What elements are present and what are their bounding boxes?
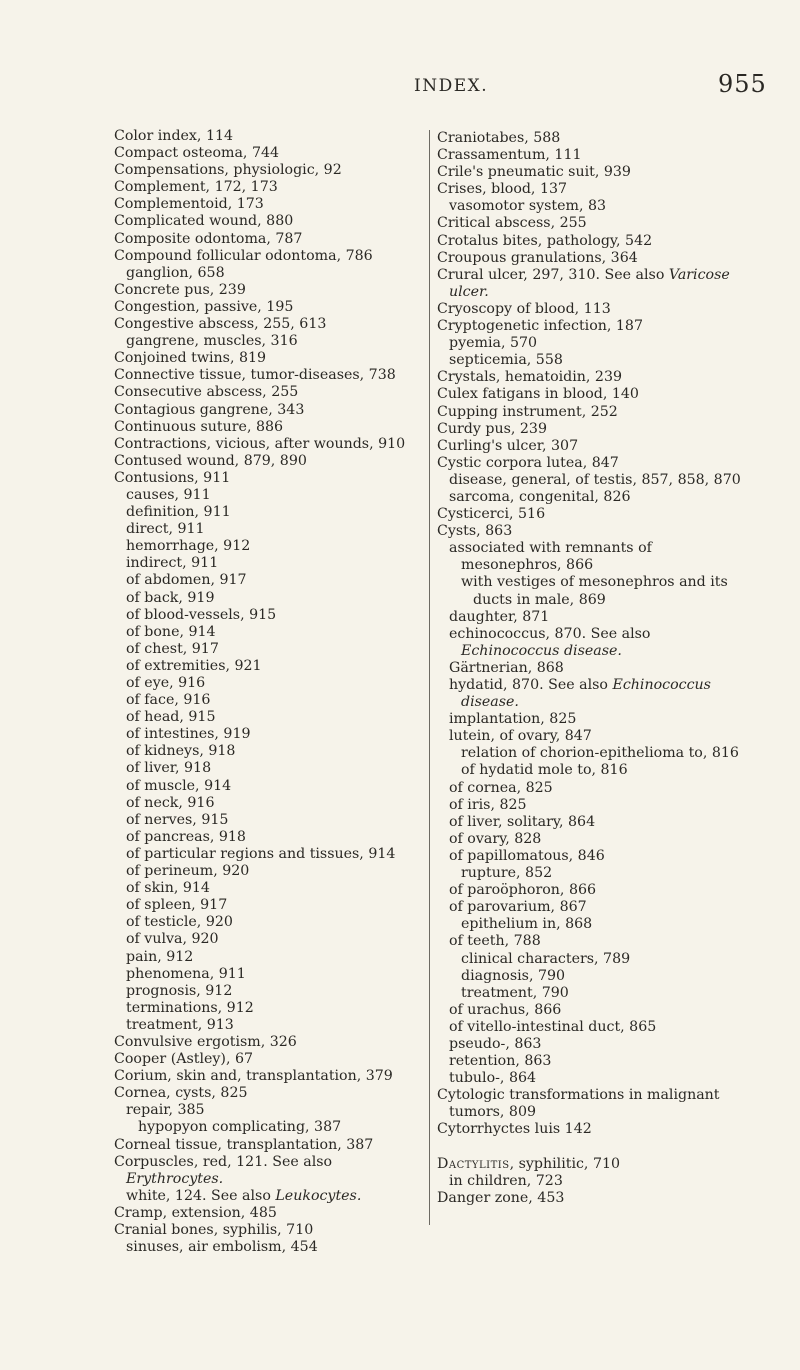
entry-text: repair, 385 bbox=[126, 1102, 205, 1119]
entry-text: Craniotabes, 588 bbox=[437, 130, 561, 146]
entry-text: Croupous granulations, 364 bbox=[437, 249, 638, 266]
index-subentry bbox=[437, 609, 749, 626]
index-subentry bbox=[437, 728, 749, 745]
index-entry bbox=[114, 128, 414, 145]
entry-text: of head, 915 bbox=[126, 709, 216, 726]
index-entry bbox=[437, 267, 749, 301]
entry-text: Cranial bones, syphilis, 710 bbox=[114, 1222, 314, 1238]
entry-text: of face, 916 bbox=[126, 692, 211, 709]
entry-text: Complicated wound, 880 bbox=[114, 213, 294, 230]
index-subentry bbox=[114, 812, 414, 829]
entry-text: of abdomen, 917 bbox=[126, 572, 247, 589]
entry-text: definition, 911 bbox=[126, 504, 231, 521]
entry-text: echinococcus, 870. See also bbox=[449, 625, 651, 642]
index-entry bbox=[114, 145, 414, 162]
index-subentry bbox=[437, 198, 749, 215]
index-subentry bbox=[437, 540, 749, 574]
index-entry bbox=[437, 318, 749, 335]
entry-text: of liver, solitary, 864 bbox=[449, 813, 596, 830]
entry-text: Consecutive abscess, 255 bbox=[114, 384, 299, 401]
index-subentry bbox=[114, 572, 414, 589]
index-subentry bbox=[437, 882, 749, 899]
index-entry bbox=[114, 179, 414, 196]
index-subentry bbox=[437, 1173, 749, 1190]
entry-text: of cornea, 825 bbox=[449, 779, 553, 796]
index-subentry bbox=[437, 489, 749, 506]
entry-text: Cramp, extension, 485 bbox=[114, 1204, 277, 1221]
index-subentry bbox=[437, 1002, 749, 1019]
entry-text: Cytologic transformations in malignant tumors, 809 bbox=[437, 1087, 720, 1121]
entry-text: of iris, 825 bbox=[449, 796, 527, 813]
entry-text: Cooper (Astley), 67 bbox=[114, 1051, 254, 1068]
index-subentry bbox=[114, 795, 414, 812]
entry-text: Congestive abscess, 255, 613 bbox=[114, 316, 327, 333]
index-subentry bbox=[114, 863, 414, 880]
entry-text: hypopyon complicating, 387 bbox=[138, 1119, 342, 1136]
entry-text: terminations, 912 bbox=[126, 999, 254, 1016]
entry-text: direct, 911 bbox=[126, 521, 205, 538]
entry-text: Corneal tissue, transplantation, 387 bbox=[114, 1136, 374, 1153]
entry-text: Curling's ulcer, 307 bbox=[437, 437, 579, 454]
entry-text: of chest, 917 bbox=[126, 640, 219, 657]
index-subentry bbox=[114, 949, 414, 966]
index-entry bbox=[437, 301, 749, 318]
entry-text: hemorrhage, 912 bbox=[126, 538, 251, 555]
index-entry bbox=[437, 438, 749, 455]
entry-text: Danger zone, 453 bbox=[437, 1189, 565, 1206]
index-entry bbox=[437, 215, 749, 232]
index-subentry bbox=[437, 762, 749, 779]
entry-text: Compact osteoma, 744 bbox=[114, 145, 280, 162]
entry-text: Gärtnerian, 868 bbox=[449, 659, 564, 676]
index-subentry bbox=[437, 660, 749, 677]
index-subentry bbox=[437, 985, 749, 1002]
entry-text: Contused wound, 879, 890 bbox=[114, 452, 307, 469]
entry-text: Cornea, cysts, 825 bbox=[114, 1085, 248, 1102]
entry-text: phenomena, 911 bbox=[126, 965, 246, 982]
index-subentry bbox=[114, 692, 414, 709]
entry-text: Concrete pus, 239 bbox=[114, 281, 246, 298]
index-entry bbox=[437, 250, 749, 267]
entry-text: of pancreas, 918 bbox=[126, 828, 246, 845]
entry-text: Complementoid, 173 bbox=[114, 196, 264, 213]
index-subentry bbox=[114, 555, 414, 572]
entry-text: Corium, skin and, transplantation, 379 bbox=[114, 1068, 393, 1085]
index-entry bbox=[114, 453, 414, 470]
entry-text: of parovarium, 867 bbox=[449, 899, 587, 916]
index-subentry bbox=[114, 487, 414, 504]
index-entry bbox=[437, 404, 749, 421]
entry-text: in children, 723 bbox=[449, 1172, 563, 1189]
index-subentry bbox=[437, 352, 749, 369]
index-subentry bbox=[437, 951, 749, 968]
entry-text: Crassamentum, 111 bbox=[437, 147, 582, 164]
index-entry bbox=[114, 316, 414, 333]
entry-text: Crile's pneumatic suit, 939 bbox=[437, 164, 631, 181]
entry-text: gangrene, muscles, 316 bbox=[126, 333, 298, 350]
entry-text: epithelium in, 868 bbox=[461, 916, 593, 933]
index-entry bbox=[437, 164, 749, 181]
entry-text: Crystals, hematoidin, 239 bbox=[437, 369, 623, 386]
index-subentry bbox=[114, 966, 414, 983]
entry-text: of hydatid mole to, 816 bbox=[461, 762, 628, 779]
index-subentry bbox=[437, 472, 749, 489]
entry-text: of bone, 914 bbox=[126, 623, 216, 640]
entry-text: with vestiges of mesonephros and its ducts in male, 869 bbox=[461, 574, 728, 608]
index-entry bbox=[114, 1085, 414, 1102]
index-subentry bbox=[114, 983, 414, 1000]
index-entry bbox=[437, 386, 749, 403]
index-subentry bbox=[437, 711, 749, 728]
page-header bbox=[0, 70, 800, 106]
entry-text: treatment, 913 bbox=[126, 1016, 234, 1033]
entry-text: Crises, blood, 137 bbox=[437, 181, 568, 198]
entry-text: Continuous suture, 886 bbox=[114, 418, 284, 435]
index-subentry bbox=[437, 865, 749, 882]
cross-reference: Echinococcus disease. bbox=[461, 677, 711, 711]
index-entry bbox=[114, 436, 414, 453]
index-entry bbox=[114, 213, 414, 230]
entry-text: Complement, 172, 173 bbox=[114, 179, 278, 196]
entry-text: of urachus, 866 bbox=[449, 1001, 562, 1018]
index-subentry bbox=[114, 658, 414, 675]
entry-text: Crural ulcer, 297, 310. See also bbox=[437, 266, 669, 283]
entry-text: rupture, 852 bbox=[461, 865, 553, 882]
index-entry bbox=[437, 421, 749, 438]
cross-reference: Leukocytes. bbox=[275, 1187, 362, 1204]
running-title: INDEX. bbox=[414, 76, 489, 96]
entry-text: diagnosis, 790 bbox=[461, 967, 566, 984]
index-subentry bbox=[114, 641, 414, 658]
index-subentry bbox=[437, 745, 749, 762]
entry-text: lutein, of ovary, 847 bbox=[449, 728, 592, 745]
entry-text: of particular regions and tissues, 914 bbox=[126, 845, 396, 862]
index-entry bbox=[437, 455, 749, 472]
index-subentry bbox=[114, 743, 414, 760]
entry-text: tubulo-, 864 bbox=[449, 1070, 537, 1087]
index-entry bbox=[437, 1190, 749, 1207]
entry-text: of liver, 918 bbox=[126, 760, 212, 777]
entry-text: Cryptogenetic infection, 187 bbox=[437, 318, 643, 335]
entry-text: of teeth, 788 bbox=[449, 933, 541, 950]
index-entry bbox=[437, 147, 749, 164]
entry-text: of testicle, 920 bbox=[126, 914, 233, 931]
entry-text: Cysts, 863 bbox=[437, 523, 513, 540]
index-entry bbox=[437, 181, 749, 198]
index-subentry bbox=[114, 760, 414, 777]
entry-text: Composite odontoma, 787 bbox=[114, 230, 303, 247]
index-subentry bbox=[114, 1239, 414, 1256]
index-entry bbox=[437, 369, 749, 386]
index-entry bbox=[437, 1156, 749, 1173]
entry-text: Critical abscess, 255 bbox=[437, 215, 587, 232]
entry-text: of kidneys, 918 bbox=[126, 743, 236, 760]
entry-text: Cysticerci, 516 bbox=[437, 506, 546, 523]
entry-text: Crotalus bites, pathology, 542 bbox=[437, 232, 653, 249]
entry-text: associated with remnants of mesonephros, 866 bbox=[449, 540, 652, 574]
entry-text: Contusions, 911 bbox=[114, 469, 231, 486]
index-entry bbox=[114, 162, 414, 179]
index-entry bbox=[114, 1068, 414, 1085]
entry-text: Contractions, vicious, after wounds, 910 bbox=[114, 435, 406, 452]
index-subentry bbox=[437, 797, 749, 814]
entry-text: relation of chorion-epithelioma to, 816 bbox=[461, 745, 739, 762]
entry-text: of neck, 916 bbox=[126, 794, 215, 811]
index-subentry bbox=[114, 265, 414, 282]
index-column-right bbox=[429, 130, 749, 1225]
entry-text: , syphilitic, 710 bbox=[509, 1155, 621, 1172]
entry-text: hydatid, 870. See also bbox=[449, 677, 613, 693]
entry-text: Connective tissue, tumor-diseases, 738 bbox=[114, 367, 396, 384]
entry-text: Curdy pus, 239 bbox=[437, 420, 547, 437]
entry-text: Compound follicular odontoma, 786 bbox=[114, 247, 373, 264]
entry-text: disease, general, of testis, 857, 858, 870 bbox=[449, 471, 741, 488]
entry-text: causes, 911 bbox=[126, 486, 211, 503]
index-entry bbox=[114, 1034, 414, 1051]
index-subentry bbox=[437, 916, 749, 933]
entry-text: Contagious gangrene, 343 bbox=[114, 401, 305, 418]
index-subentry bbox=[114, 829, 414, 846]
index-column-left bbox=[114, 128, 414, 1256]
index-subentry bbox=[114, 914, 414, 931]
index-entry bbox=[114, 231, 414, 248]
index-subentry bbox=[114, 1119, 414, 1136]
index-subentry bbox=[437, 335, 749, 352]
entry-text: of vitello-intestinal duct, 865 bbox=[449, 1018, 657, 1035]
entry-text: Cryoscopy of blood, 113 bbox=[437, 300, 611, 317]
entry-text: Color index, 114 bbox=[114, 128, 234, 144]
index-entry bbox=[114, 1154, 414, 1188]
index-entry bbox=[437, 1087, 749, 1121]
index-subentry bbox=[114, 726, 414, 743]
index-subentry bbox=[437, 626, 749, 660]
entry-text: septicemia, 558 bbox=[449, 352, 563, 369]
index-entry bbox=[114, 1222, 414, 1239]
entry-text: of back, 919 bbox=[126, 589, 215, 606]
index-entry bbox=[114, 367, 414, 384]
entry-text: retention, 863 bbox=[449, 1053, 552, 1070]
entry-text: sarcoma, congenital, 826 bbox=[449, 488, 631, 505]
entry-text: pyemia, 570 bbox=[449, 335, 538, 352]
entry-text: of nerves, 915 bbox=[126, 811, 229, 828]
entry-text: daughter, 871 bbox=[449, 608, 550, 625]
entry-text: vasomotor system, 83 bbox=[449, 198, 607, 215]
entry-text: of spleen, 917 bbox=[126, 897, 228, 914]
index-entry bbox=[437, 130, 749, 147]
entry-text: of eye, 916 bbox=[126, 675, 206, 691]
index-subentry bbox=[114, 333, 414, 350]
index-subentry bbox=[114, 880, 414, 897]
index-entry bbox=[114, 384, 414, 401]
index-subentry bbox=[114, 1102, 414, 1119]
index-subentry bbox=[114, 590, 414, 607]
index-entry bbox=[114, 248, 414, 265]
entry-headword: Dactylitis bbox=[437, 1155, 510, 1172]
entry-text: Cytorrhyctes luis 142 bbox=[437, 1121, 592, 1138]
page-number: 955 bbox=[718, 70, 767, 98]
index-subentry bbox=[114, 1188, 414, 1205]
index-entry bbox=[437, 506, 749, 523]
index-subentry bbox=[114, 504, 414, 521]
index-entry bbox=[114, 470, 414, 487]
entry-text: of perineum, 920 bbox=[126, 863, 250, 880]
index-subentry bbox=[114, 607, 414, 624]
index-subentry bbox=[114, 521, 414, 538]
entry-text: Conjoined twins, 819 bbox=[114, 350, 267, 367]
index-subentry bbox=[437, 848, 749, 865]
cross-reference: Echinococcus disease. bbox=[461, 642, 622, 659]
index-entry bbox=[114, 1137, 414, 1154]
index-entry bbox=[114, 419, 414, 436]
entry-text: of paroöphoron, 866 bbox=[449, 882, 597, 899]
entry-text: sinuses, air embolism, 454 bbox=[126, 1239, 318, 1256]
index-subentry bbox=[114, 675, 414, 692]
entry-text: implantation, 825 bbox=[449, 711, 577, 728]
entry-text: Convulsive ergotism, 326 bbox=[114, 1033, 297, 1050]
index-entry bbox=[437, 523, 749, 540]
index-subentry bbox=[437, 1053, 749, 1070]
index-subentry bbox=[114, 538, 414, 555]
index-entry bbox=[114, 402, 414, 419]
index-subentry bbox=[114, 1000, 414, 1017]
index-subentry bbox=[437, 1070, 749, 1087]
index-subentry bbox=[114, 709, 414, 726]
index-subentry bbox=[437, 1019, 749, 1036]
index-subentry bbox=[437, 780, 749, 797]
entry-text: treatment, 790 bbox=[461, 984, 569, 1001]
index-subentry bbox=[114, 897, 414, 914]
entry-text: of extremities, 921 bbox=[126, 657, 262, 674]
index-subentry bbox=[437, 677, 749, 711]
index-subentry bbox=[437, 899, 749, 916]
entry-text: Cupping instrument, 252 bbox=[437, 403, 618, 420]
index-entry bbox=[114, 1205, 414, 1222]
index-entry bbox=[114, 282, 414, 299]
entry-text: of muscle, 914 bbox=[126, 777, 232, 794]
index-entry bbox=[114, 299, 414, 316]
index-entry bbox=[114, 350, 414, 367]
index-subentry bbox=[114, 624, 414, 641]
cross-reference: Erythrocytes. bbox=[126, 1170, 224, 1187]
entry-text: of blood-vessels, 915 bbox=[126, 606, 277, 623]
index-subentry bbox=[114, 1017, 414, 1034]
entry-text: clinical characters, 789 bbox=[461, 950, 631, 967]
index-subentry bbox=[114, 846, 414, 863]
entry-text: ganglion, 658 bbox=[126, 264, 225, 281]
entry-text: of papillomatous, 846 bbox=[449, 847, 605, 864]
entry-text: Cystic corpora lutea, 847 bbox=[437, 454, 619, 471]
index-subentry bbox=[437, 814, 749, 831]
entry-text: pain, 912 bbox=[126, 948, 194, 965]
entry-text: Compensations, physiologic, 92 bbox=[114, 162, 342, 179]
entry-text: Corpuscles, red, 121. See also bbox=[114, 1153, 333, 1170]
index-subentry bbox=[437, 968, 749, 985]
cross-reference: Varicose ulcer. bbox=[449, 266, 730, 300]
index-subentry bbox=[437, 1036, 749, 1053]
index-entry bbox=[437, 233, 749, 250]
entry-text: white, 124. See also bbox=[126, 1187, 276, 1204]
entry-text: of vulva, 920 bbox=[126, 931, 219, 948]
entry-text: Culex fatigans in blood, 140 bbox=[437, 386, 639, 403]
entry-text: of intestines, 919 bbox=[126, 726, 251, 743]
index-subentry bbox=[114, 931, 414, 948]
index-gap bbox=[437, 1139, 749, 1156]
entry-text: of ovary, 828 bbox=[449, 830, 542, 847]
entry-text: indirect, 911 bbox=[126, 555, 219, 572]
index-entry bbox=[114, 196, 414, 213]
index-subentry bbox=[437, 574, 749, 608]
index-entry bbox=[437, 1121, 749, 1138]
index-subentry bbox=[114, 778, 414, 795]
entry-text: of skin, 914 bbox=[126, 880, 210, 897]
index-subentry bbox=[437, 831, 749, 848]
entry-text: prognosis, 912 bbox=[126, 982, 233, 999]
index-subentry bbox=[437, 933, 749, 950]
index-entry bbox=[114, 1051, 414, 1068]
entry-text: Congestion, passive, 195 bbox=[114, 298, 294, 315]
entry-text: pseudo-, 863 bbox=[449, 1035, 542, 1052]
